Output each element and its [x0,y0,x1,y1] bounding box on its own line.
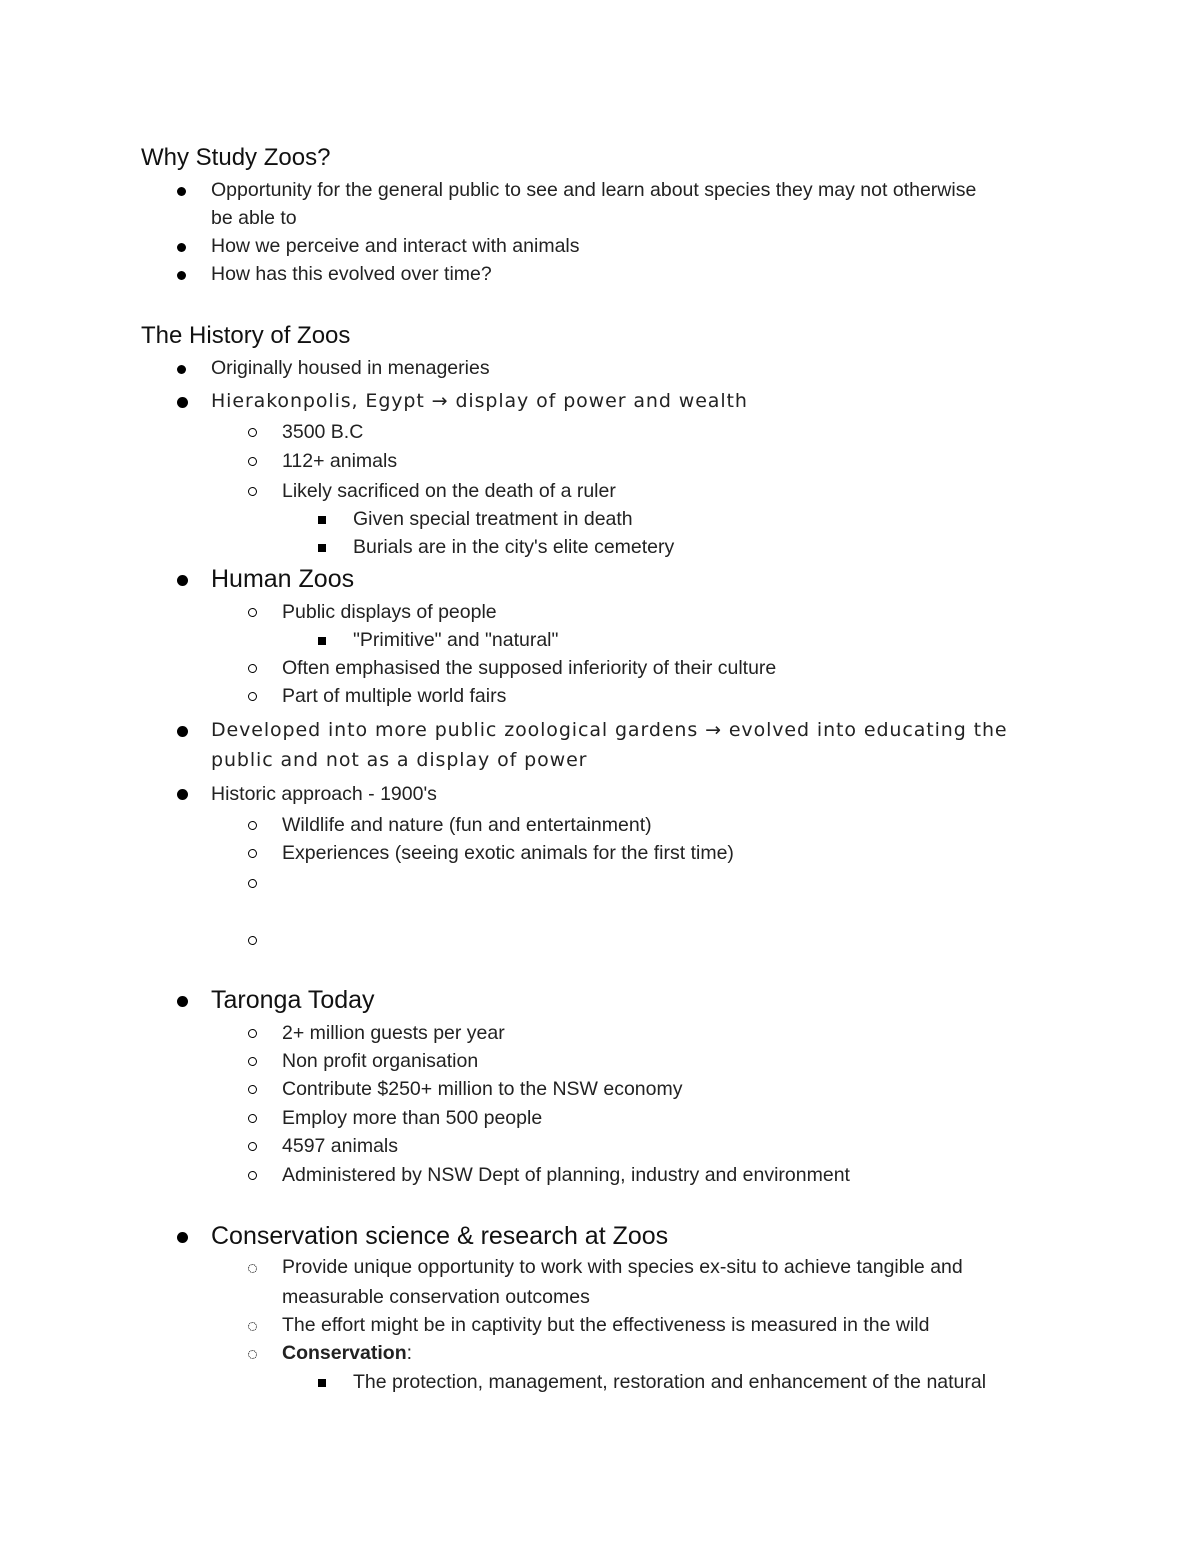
sub-bullet-icon [248,1350,257,1359]
bullet-text-continuation: public and not as a display of power [211,749,588,771]
sub-bullet-text: 4597 animals [282,1135,398,1157]
sub-bullet-text: Contribute $250+ million to the NSW economy [282,1078,683,1100]
conservation-term-colon: : [406,1342,413,1364]
bullet-text-continuation: be able to [211,207,297,229]
sub-bullet-text: The effort might be in captivity but the effectiveness is measured in the wild [282,1314,930,1336]
sub-bullet-icon [248,608,257,617]
sub-bullet-icon [248,1114,257,1123]
sub-bullet-icon [248,664,257,673]
sub-bullet-icon [248,1171,257,1180]
sub-bullet-text: Non profit organisation [282,1050,479,1072]
square-bullet-icon [318,1379,326,1387]
square-bullet-icon [318,637,326,645]
bullet-icon [177,1232,188,1243]
sub-bullet-text: 112+ animals [282,450,398,472]
conservation-term: Conservation [282,1342,407,1364]
bullet-icon [177,365,186,374]
bullet-icon [177,397,188,408]
sub-bullet-text: Often emphasised the supposed inferiority of their culture [282,657,777,679]
sub-bullet-icon [248,1029,257,1038]
bullet-text: Developed into more public zoological gardens → evolved into educating the [211,719,1008,741]
section-heading-history-of-zoos: The History of Zoos [141,322,351,349]
sub-bullet-text: Provide unique opportunity to work with species ex-situ to achieve tangible and [282,1256,963,1278]
square-bullet-icon [318,516,326,524]
sub-sub-bullet-text: "Primitive" and "natural" [353,629,559,651]
sub-bullet-text: Public displays of people [282,601,497,623]
section-heading-why-study-zoos: Why Study Zoos? [141,144,331,171]
sub-bullet-text: Experiences (seeing exotic animals for the first time) [282,842,734,864]
bullet-icon [177,996,188,1007]
sub-bullet-icon [248,428,257,437]
subheading-human-zoos: Human Zoos [211,565,355,593]
sub-bullet-text: Employ more than 500 people [282,1107,543,1129]
empty-sub-bullet-icon [248,936,257,945]
sub-bullet-text [282,1344,412,1364]
bullet-icon [177,789,188,800]
sub-bullet-text: Wildlife and nature (fun and entertainment) [282,814,652,836]
sub-bullet-text: 2+ million guests per year [282,1022,505,1044]
bullet-text: Originally housed in menageries [211,357,490,379]
square-bullet-icon [318,544,326,552]
sub-sub-bullet-text: Burials are in the city's elite cemetery [353,536,675,558]
sub-bullet-icon [248,457,257,466]
sub-sub-bullet-text: Given special treatment in death [353,508,633,530]
sub-bullet-icon [248,1142,257,1151]
sub-bullet-text-continuation: measurable conservation outcomes [282,1286,590,1308]
bullet-icon [177,243,186,252]
sub-bullet-icon [248,1322,257,1331]
subheading-conservation-science: Conservation science & research at Zoos [211,1222,669,1250]
bullet-text: How has this evolved over time? [211,263,492,285]
sub-bullet-text: 3500 B.C [282,421,364,443]
sub-bullet-icon [248,1085,257,1094]
sub-bullet-icon [248,821,257,830]
sub-bullet-icon [248,1264,257,1273]
sub-bullet-text: Likely sacrificed on the death of a ruler [282,480,616,502]
bullet-icon [177,575,188,586]
subheading-taronga-today: Taronga Today [211,986,375,1014]
sub-bullet-text: Part of multiple world fairs [282,685,507,707]
sub-bullet-icon [248,487,257,496]
bullet-text: Hierakonpolis, Egypt → display of power and wealth [211,390,748,412]
bullet-text: Opportunity for the general public to see and learn about species they may not otherwise [211,179,977,201]
sub-bullet-text: Administered by NSW Dept of planning, industry and environment [282,1164,850,1186]
bullet-icon [177,187,186,196]
sub-bullet-icon [248,1057,257,1066]
sub-bullet-icon [248,849,257,858]
bullet-text: Historic approach - 1900's [211,783,437,805]
empty-sub-bullet-icon [248,879,257,888]
sub-sub-bullet-text: The protection, management, restoration and enhancement of the natural [353,1371,987,1393]
sub-bullet-icon [248,692,257,701]
bullet-icon [177,271,186,280]
bullet-text: How we perceive and interact with animals [211,235,580,257]
bullet-icon [177,726,188,737]
